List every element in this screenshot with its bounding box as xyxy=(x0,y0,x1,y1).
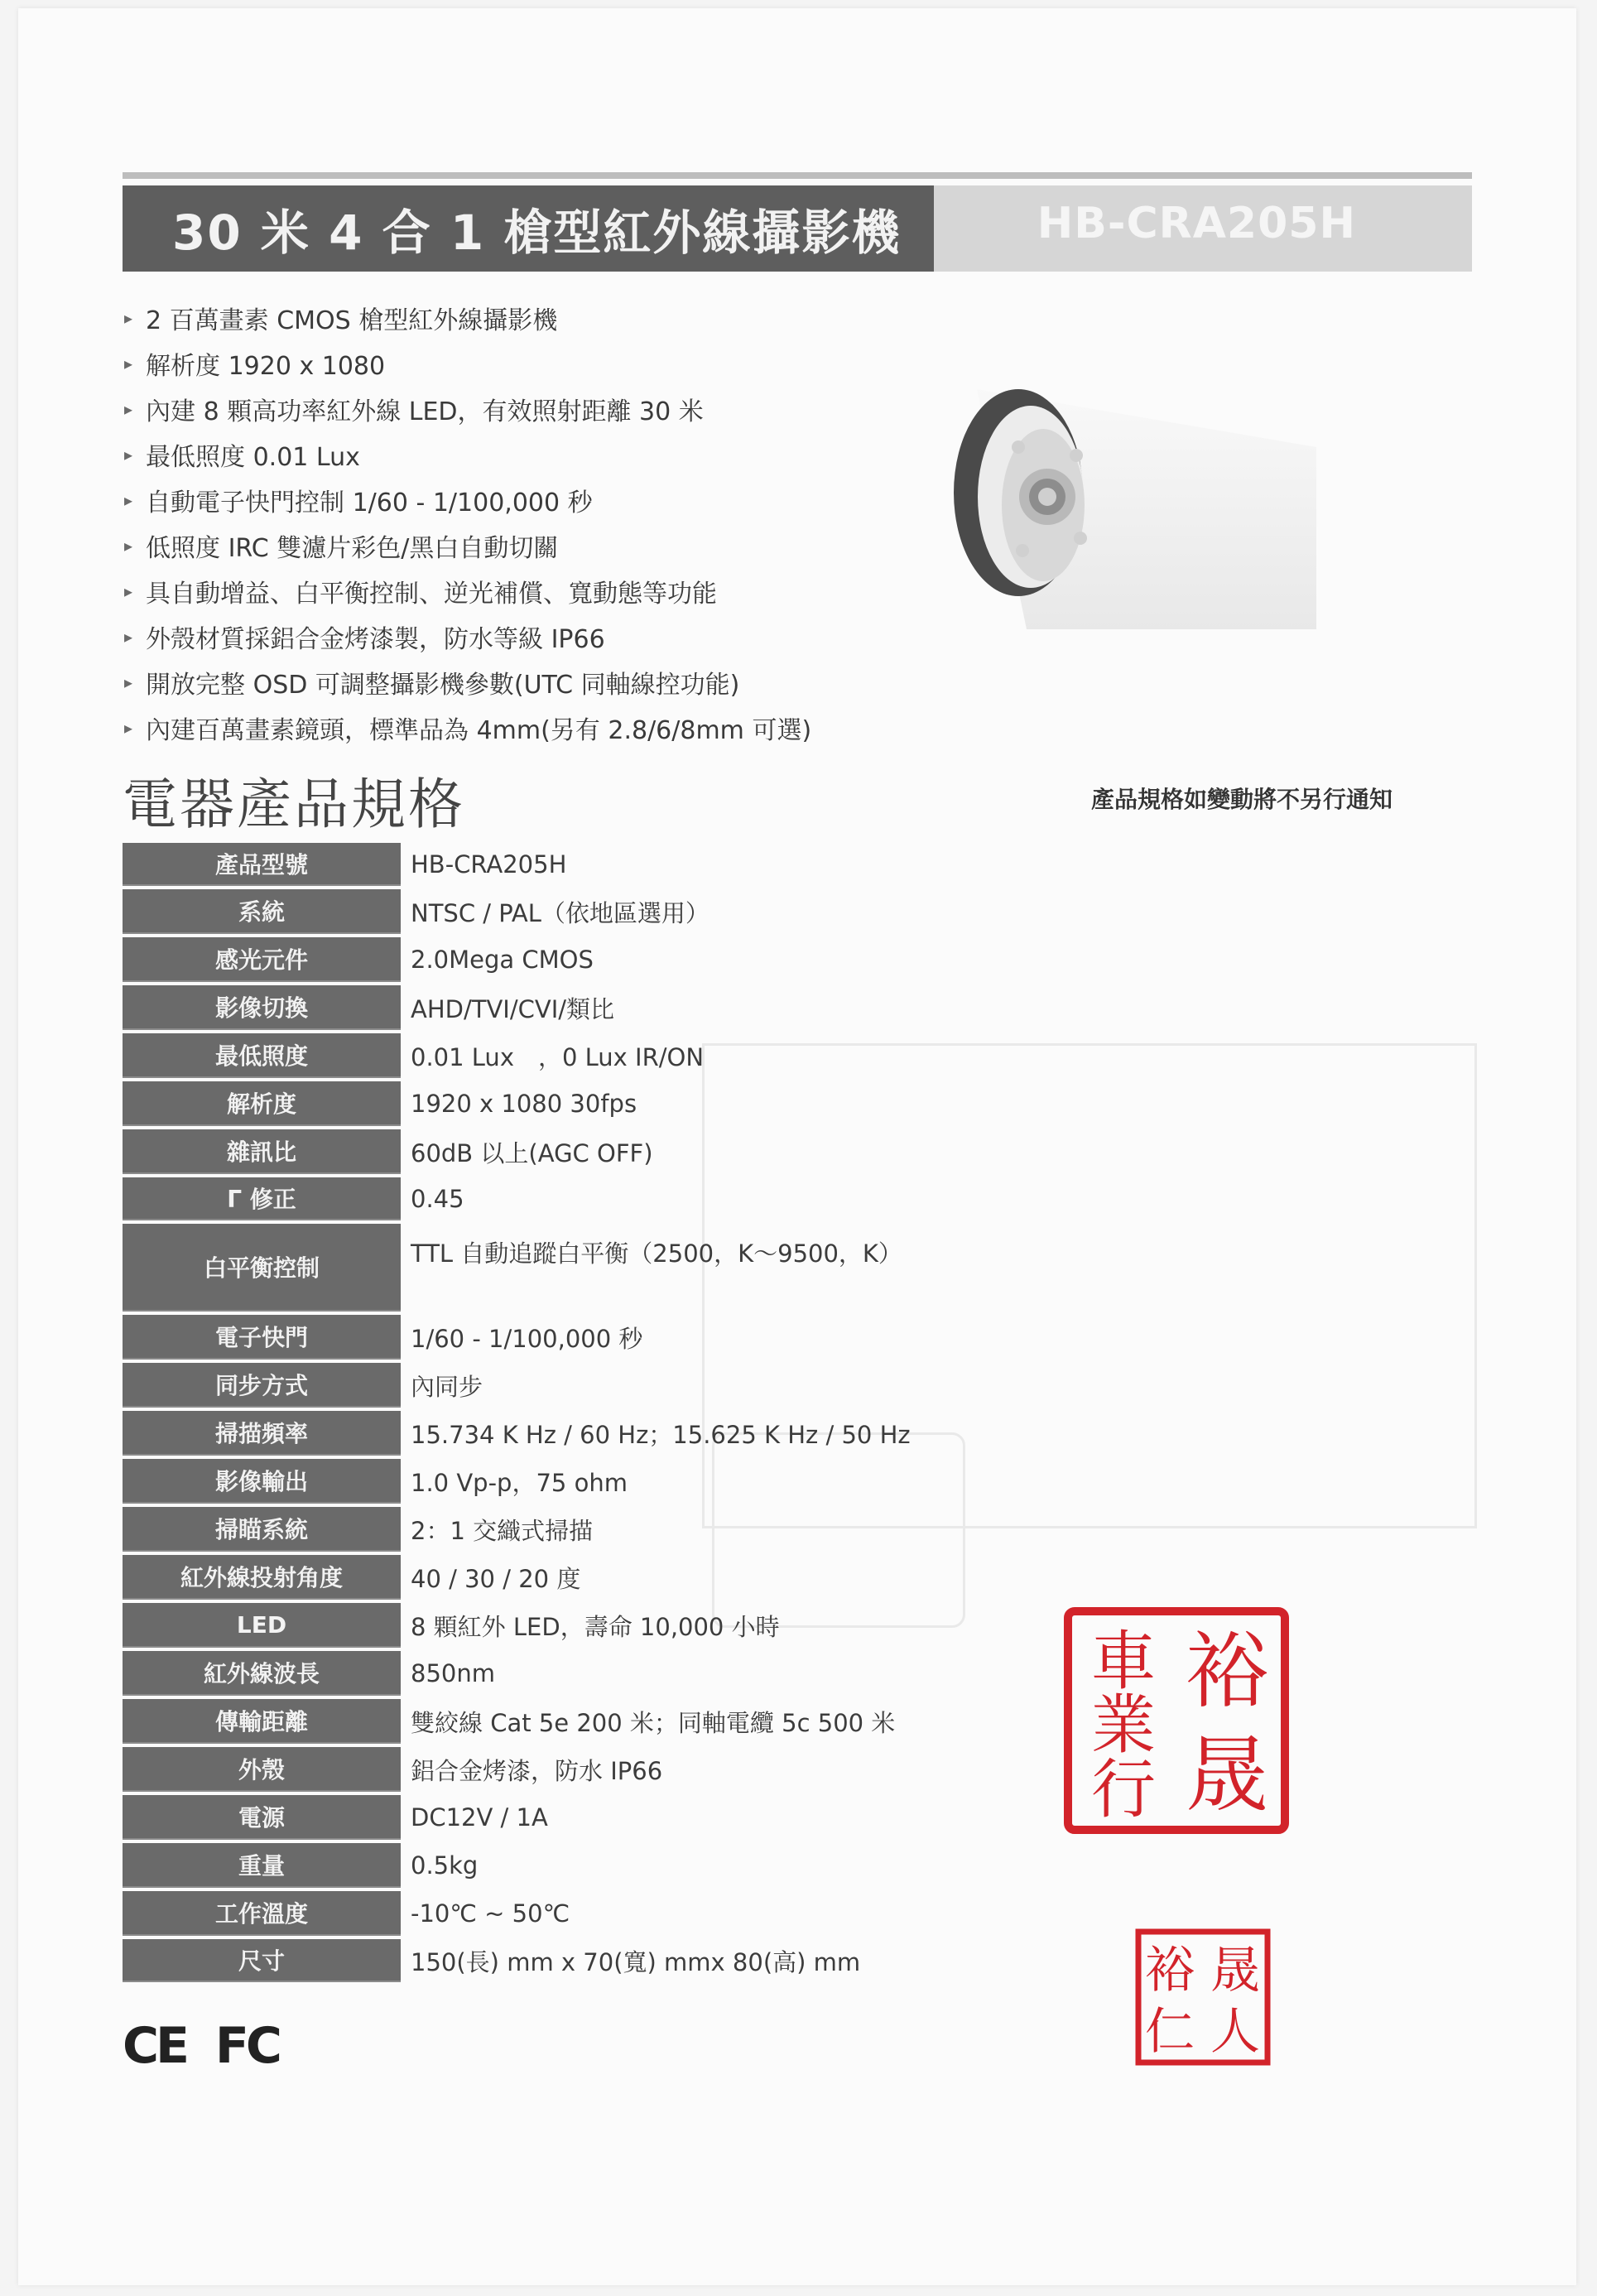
spec-value: HB-CRA205H xyxy=(411,850,567,878)
feature-item: ▸ 具自動增益、白平衡控制、逆光補償、寬動態等功能 xyxy=(124,579,718,609)
spec-row xyxy=(123,1129,950,1174)
camera-image xyxy=(927,356,1358,629)
spec-label: Γ 修正 xyxy=(123,1177,401,1220)
spec-label: 影像輸出 xyxy=(123,1459,401,1504)
spec-row xyxy=(123,1651,950,1696)
spec-row xyxy=(123,1081,950,1126)
header-banner xyxy=(123,172,1472,278)
spec-row xyxy=(123,1843,950,1888)
spec-value: 鋁合金烤漆，防水 IP66 xyxy=(411,1756,663,1785)
spec-row xyxy=(123,1177,950,1220)
spec-value: 40 / 30 / 20 度 xyxy=(411,1564,581,1593)
product-model: HB-CRA205H xyxy=(1037,199,1356,248)
spec-label: 感光元件 xyxy=(123,937,401,982)
spec-value: 0.45 xyxy=(411,1185,464,1213)
spec-row xyxy=(123,1603,950,1648)
feature-item: ▸ 內建百萬畫素鏡頭，標準品為 4mm(另有 2.8/6/8mm 可選) xyxy=(124,715,812,745)
spec-value: TTL 自動追蹤白平衡（2500，K～9500，K） xyxy=(411,1239,902,1268)
certification-logos xyxy=(123,2017,279,2075)
spec-label: 掃描頻率 xyxy=(123,1411,401,1456)
spec-value: NTSC / PAL（依地區選用） xyxy=(411,898,710,927)
spec-row xyxy=(123,1411,950,1456)
bullet-icon: ▸ xyxy=(124,717,133,738)
spec-value: 850nm xyxy=(411,1659,495,1687)
bullet-icon: ▸ xyxy=(124,580,133,601)
spec-label: 影像切換 xyxy=(123,985,401,1030)
spec-label: 白平衡控制 xyxy=(123,1224,401,1312)
spec-row xyxy=(123,1459,950,1504)
spec-label: 尺寸 xyxy=(123,1939,401,1982)
feature-item: ▸ 開放完整 OSD 可調整攝影機參數(UTC 同軸線控功能) xyxy=(124,670,740,700)
spec-row xyxy=(123,1747,950,1792)
feature-item: ▸ 解析度 1920 x 1080 xyxy=(124,351,386,381)
spec-value: 60dB 以上(AGC OFF) xyxy=(411,1138,653,1167)
feature-item: ▸ 2 百萬畫素 CMOS 槍型紅外線攝影機 xyxy=(124,306,558,335)
spec-value: 1.0 Vp-p，75 ohm xyxy=(411,1468,628,1497)
spec-value: 8 顆紅外 LED，壽命 10,000 小時 xyxy=(411,1612,780,1641)
bullet-icon: ▸ xyxy=(124,489,133,510)
feature-item: ▸ 內建 8 顆高功率紅外線 LED，有效照射距離 30 米 xyxy=(124,397,704,426)
feature-item: ▸ 低照度 IRC 雙濾片彩色/黑白自動切關 xyxy=(124,533,559,563)
spec-row xyxy=(123,1699,950,1744)
spec-label: 產品型號 xyxy=(123,843,401,886)
bullet-icon: ▸ xyxy=(124,444,133,464)
spec-row xyxy=(123,1363,950,1408)
bullet-icon: ▸ xyxy=(124,398,133,419)
svg-text:晟: 晟 xyxy=(1186,1726,1268,1823)
bullet-icon: ▸ xyxy=(124,353,133,373)
spec-label: 外殼 xyxy=(123,1747,401,1792)
spec-row xyxy=(123,1891,950,1936)
spec-label: 掃瞄系統 xyxy=(123,1507,401,1552)
feature-item: ▸ 自動電子快門控制 1/60 - 1/100,000 秒 xyxy=(124,488,593,517)
spec-row xyxy=(123,1033,950,1078)
spec-value: 15.734 K Hz / 60 Hz；15.625 K Hz / 50 Hz xyxy=(411,1420,911,1449)
spec-value: 2.0Mega CMOS xyxy=(411,946,594,974)
product-title: 30 米 4 合 1 槍型紅外線攝影機 xyxy=(172,205,902,261)
spec-label: 解析度 xyxy=(123,1081,401,1126)
spec-label: 紅外線波長 xyxy=(123,1651,401,1696)
svg-text:仁: 仁 xyxy=(1145,2003,1195,2061)
spec-value: 0.01 Lux ，0 Lux IR/ON xyxy=(411,1042,705,1071)
bullet-icon: ▸ xyxy=(124,671,133,692)
spec-label: 紅外線投射角度 xyxy=(123,1555,401,1600)
svg-text:裕: 裕 xyxy=(1186,1623,1268,1720)
bullet-icon: ▸ xyxy=(124,535,133,556)
spec-value: AHD/TVI/CVI/類比 xyxy=(411,994,615,1023)
spec-value: 150(長) mm x 70(寬) mmx 80(高) mm xyxy=(411,1947,861,1976)
spec-label: 電源 xyxy=(123,1795,401,1840)
spec-row xyxy=(123,843,950,886)
spec-row xyxy=(123,1507,950,1552)
spec-row xyxy=(123,1555,950,1600)
ce-mark-icon: CE xyxy=(123,2017,187,2075)
svg-text:人: 人 xyxy=(1210,2003,1260,2061)
spec-label: 系統 xyxy=(123,889,401,934)
spec-value: 1/60 - 1/100,000 秒 xyxy=(411,1324,643,1353)
spec-label: 電子快門 xyxy=(123,1315,401,1360)
feature-item: ▸ 最低照度 0.01 Lux xyxy=(124,442,360,472)
svg-text:業: 業 xyxy=(1090,1688,1157,1763)
spec-value: -10℃ ~ 50℃ xyxy=(411,1899,570,1928)
spec-label: 傳輸距離 xyxy=(123,1699,401,1744)
spec-row xyxy=(123,985,950,1030)
spec-value: 0.5kg xyxy=(411,1851,479,1880)
spec-label: 最低照度 xyxy=(123,1033,401,1078)
svg-text:行: 行 xyxy=(1090,1753,1157,1827)
spec-table xyxy=(123,843,950,1986)
spec-label: 雜訊比 xyxy=(123,1129,401,1174)
spec-row xyxy=(123,1939,950,1982)
spec-row xyxy=(123,937,950,982)
spec-value: 1920 x 1080 30fps xyxy=(411,1090,637,1118)
spec-label: 同步方式 xyxy=(123,1363,401,1408)
svg-text:晟: 晟 xyxy=(1210,1942,1260,2000)
svg-text:裕: 裕 xyxy=(1145,1942,1195,2000)
company-seal-stamp xyxy=(1061,1605,1292,1836)
personal-seal-stamp xyxy=(1134,1928,1272,2067)
spec-section-title: 電器產品規格 xyxy=(123,773,465,836)
spec-row xyxy=(123,1795,950,1840)
spec-label: 工作溫度 xyxy=(123,1891,401,1936)
spec-row xyxy=(123,889,950,934)
spec-value: 2：1 交織式掃描 xyxy=(411,1516,594,1545)
spec-value: DC12V / 1A xyxy=(411,1803,548,1832)
bullet-icon: ▸ xyxy=(124,626,133,647)
spec-label: LED xyxy=(123,1603,401,1648)
spec-row xyxy=(123,1224,950,1312)
spec-value: 內同步 xyxy=(411,1372,483,1401)
spec-label: 重量 xyxy=(123,1843,401,1888)
feature-item: ▸ 外殼材質採鋁合金烤漆製，防水等級 IP66 xyxy=(124,624,605,654)
spec-row xyxy=(123,1315,950,1360)
spec-value: 雙絞線 Cat 5e 200 米；同軸電纜 5c 500 米 xyxy=(411,1708,896,1737)
feature-list xyxy=(124,295,811,750)
bullet-icon: ▸ xyxy=(124,307,133,328)
spec-change-note: 產品規格如變動將不另行通知 xyxy=(1091,786,1393,813)
fcc-mark-icon: FC xyxy=(214,2017,279,2075)
svg-text:車: 車 xyxy=(1090,1625,1157,1699)
